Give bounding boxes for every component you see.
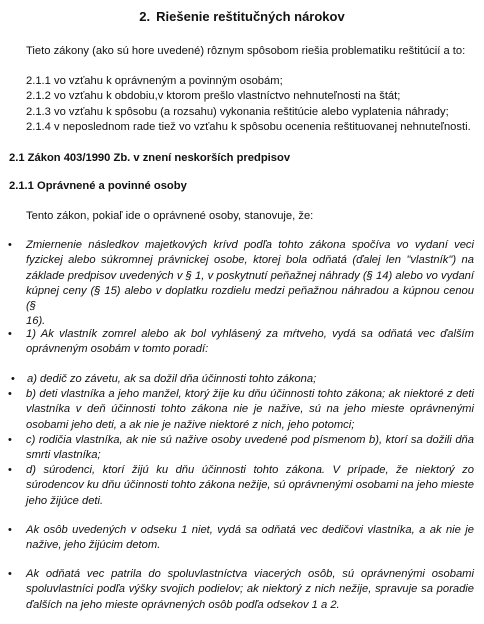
bullet-icon: • <box>8 568 12 580</box>
section-title <box>0 9 484 25</box>
subtopic-item: 2.1.1 vo vzťahu k oprávneným a povinným osobám; <box>26 75 283 87</box>
bullet-line: Zmiernenie následkov majetkových krívd podľa tohto zákona spočíva vo vydaní veci <box>26 239 474 251</box>
bullet-text <box>26 387 474 433</box>
section-title-text: Riešenie reštitučných nárokov <box>156 9 345 24</box>
bullet-line: c) rodičia vlastníka, ak nie sú nažive osoby uvedené pod písmenom b), ktorí sa dožili dňa <box>26 434 474 446</box>
bullet-icon: • <box>11 373 15 385</box>
bullet-line: spoluvlastníci podľa výšky svojich podielov; ak niektorý z nich nežije, spravuje sa poradie <box>26 583 474 596</box>
subtopic-list <box>26 74 478 135</box>
bullet-line: b) deti vlastníka a jeho manžel, ktorý žije ku dňu účinnosti tohto zákona; ak niektoré z deti <box>26 388 474 400</box>
bullet-text <box>26 567 474 613</box>
bullet-icon: • <box>8 524 12 536</box>
bullet-line: Ak odňatá vec patrila do spoluvlastníctva viacerých osôb, sú oprávnenými osobami <box>26 568 474 580</box>
bullet-line: jeho žijúce deti. <box>26 494 104 507</box>
bullet-line: 16). <box>26 315 46 328</box>
section-title-number: 2. <box>139 9 151 24</box>
bullet-icon: • <box>8 239 12 251</box>
section-heading: 2.1 Zákon 403/1990 Zb. v znení neskorších predpisov <box>9 152 291 164</box>
bullet-line: základe predpisov uvedených v § 1, v poskytnutí peňažnej náhrady (§ 14) alebo vo vydaní <box>26 269 474 282</box>
bullet-line: nažive, jeho žijúcim detom. <box>26 539 161 552</box>
bullet-line: 1) Ak vlastník zomrel alebo ak bol vyhlásený za mŕtveho, vydá sa odňatá vec ďalším <box>26 328 474 340</box>
bullet-line: smrti vlastníka; <box>26 449 101 462</box>
tento-paragraph: Tento zákon, pokiaľ ide o oprávnené osoby, stanovuje, že: <box>26 210 314 222</box>
bullet-icon: • <box>8 388 12 400</box>
subtopic-item: 2.1.2 vo vzťahu k obdobiu,v ktorom prešlo vlastníctvo nehnuteľnosti na štát; <box>26 90 401 103</box>
bullet-text <box>27 372 475 387</box>
bullet-text <box>26 238 474 330</box>
bullet-line: osobami jeho deti, a ak nie je nažive niektoré z nich, jeho potomci; <box>26 418 355 431</box>
bullet-line: Ak osôb uvedených v odseku 1 niet, vydá sa odňatá vec dedičovi vlastníka, a ak nie je <box>26 524 474 536</box>
bullet-line: a) dedič zo závetu, ak sa dožil dňa účinnosti tohto zákona; <box>27 373 317 385</box>
bullet-line: vlastníka v deň účinnosti tohto zákona nie je nažive, sú na jeho mieste oprávnenými <box>26 403 474 416</box>
bullet-text <box>26 433 474 464</box>
bullet-line: oprávneným osobám v tomto poradí: <box>26 343 209 356</box>
intro-paragraph: Tieto zákony (ako sú hore uvedené) rôznym spôsobom riešia problematiku reštitúcií a to: <box>26 45 466 57</box>
subtopic-item: 2.1.4 v neposlednom rade tiež vo vzťahu k spôsobu ocenenia reštituovanej nehnuteľnosti. <box>26 120 471 133</box>
bullet-line: kúpnej ceny (§ 15) alebo v doplatku rozdielu medzi peňažnou náhradou a kúpnou cenou (§ <box>26 284 474 313</box>
bullet-icon: • <box>8 434 12 446</box>
bullet-line: fyzickej alebo súkromnej právnickej osobe, ktorej bola odňatá (ďalej len "vlastník") na <box>26 254 474 267</box>
bullet-text <box>26 327 474 358</box>
bullet-line: súrodencov ku dňu účinnosti tohto zákona nežije, sú oprávnenými osobami na jeho mieste <box>26 479 474 492</box>
subtopic-item: 2.1.3 vo vzťahu k spôsobu (a rozsahu) vykonania reštitúcie alebo vyplatenia náhrady; <box>26 105 449 118</box>
bullet-line: ďalších na jeho mieste oprávnených osôb podľa odsekov 1 a 2. <box>26 598 340 611</box>
bullet-icon: • <box>8 328 12 340</box>
bullet-icon: • <box>8 464 12 476</box>
bullet-line: d) súrodenci, ktorí žijú ku dňu účinnosti tohto zákona. V prípade, že niektorý zo <box>26 464 474 476</box>
bullet-text <box>26 463 474 509</box>
subsection-heading: 2.1.1 Oprávnené a povinné osoby <box>9 180 187 192</box>
bullet-text <box>26 523 474 554</box>
